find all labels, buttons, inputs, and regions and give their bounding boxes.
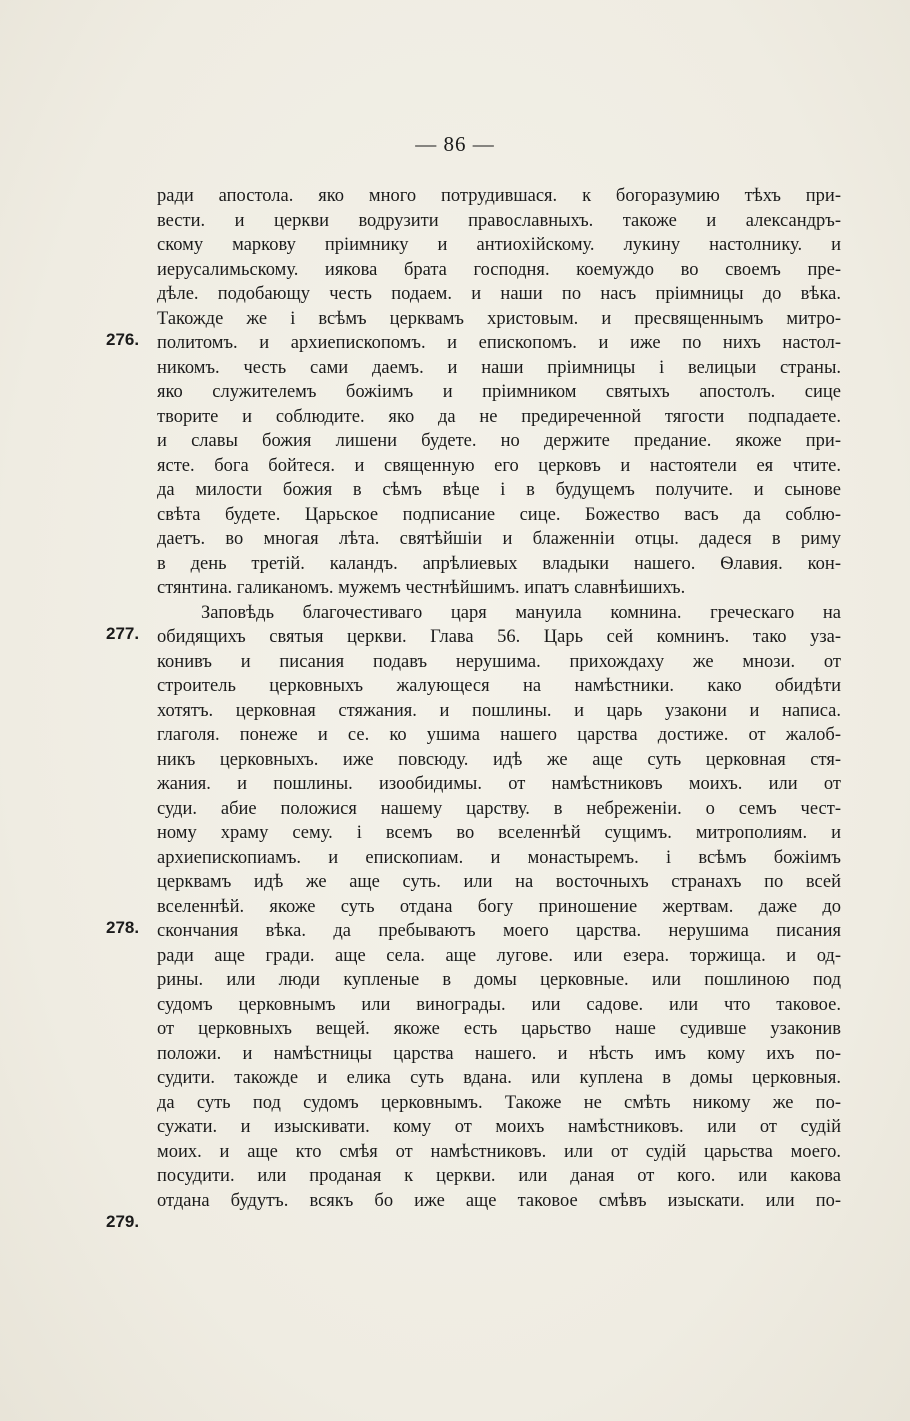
text-line: скому маркову прiимнику и антиохiйскому. лукину настолнику. и — [157, 235, 841, 255]
text-line: никомъ. честь сами даемъ. и наши прiимницы i велицыи страны. — [157, 357, 841, 378]
text-line: даетъ. во многая лѣта. святѣйшiи и блаженнiи отцы. дадеся в риму — [157, 529, 841, 549]
page-number: — 86 — — [415, 132, 495, 156]
text-line: вести. и церкви водрузити православныхъ. такоже и александръ- — [157, 210, 841, 231]
text-line: яко служителемъ божiимъ и прiимником святыхъ апостолъ. сице — [157, 382, 841, 402]
text-line: хотятъ. церковная стяжания. и пошлины. и царь узакони и написа. — [157, 700, 841, 721]
text-line: посудити. или проданая к церкви. или даная от кого. или какова — [157, 1166, 841, 1186]
section-number: 276. — [106, 330, 140, 349]
text-line: рины. или люди купленые в домы церковные. или пошлиною под — [157, 970, 841, 990]
text-line: ясте. бога бойтеся. и священную его церковъ и настоятели ея чтите. — [157, 455, 841, 476]
text-line: стянтина. галиканомъ. мужемъ честнѣйшимъ. ипатъ славнѣишихъ. — [157, 578, 686, 598]
text-line: церквамъ идѣ же аще суть. или на восточныхъ странахъ по всей — [157, 872, 841, 892]
text-line: да суть под судомъ церковнымъ. Такоже не смѣть никому же по- — [157, 1092, 841, 1113]
text-line: судити. такожде и елика суть вдана. или куплена в домы церковныя. — [157, 1068, 841, 1088]
text-line: судомъ церковнымъ или винограды. или садове. или что таковое. — [157, 994, 841, 1015]
text-line: моих. и аще кто смѣя от намѣстниковъ. или от судiй царьства моего. — [157, 1141, 841, 1162]
text-line: да милости божия в сѣмъ вѣце i в будущемъ получите. и сынове — [157, 480, 841, 500]
text-line: творите и соблюдите. яко да не предиреченной тягости подпадаете. — [157, 406, 841, 427]
text-line: обидящихъ святыя церкви. Глава 56. Царь сей комнинъ. тако уза- — [157, 627, 841, 647]
section-number: 279. — [106, 1212, 140, 1231]
text-line: и славы божия лишени будете. но держите предание. якоже при- — [157, 431, 841, 451]
text-line: глаголя. понеже и се. ко ушима нашего царства достиже. от жалоб- — [157, 725, 841, 745]
text-line: Заповѣдь благочестиваго царя мануила комнина. греческаго на — [201, 602, 841, 623]
text-line: строитель церковныхъ жалующеся на намѣстники. како обидѣти — [157, 676, 841, 696]
text-line: ради апостола. яко много потрудившася. к богоразумию тѣхъ при- — [157, 186, 841, 206]
text-line: ради аще гради. аще села. аще лугове. или езера. торжища. и од- — [157, 945, 841, 966]
text-line: жания. и пошлины. изообидимы. от намѣстниковъ моихъ. или от — [157, 774, 841, 794]
text-line: суди. абие положися нашему царству. в небреженiи. о семъ чест- — [157, 798, 841, 819]
text-line: ному храму сему. i всемъ во вселеннѣй сущимъ. митрополиям. и — [157, 823, 841, 843]
text-line: дѣле. подобающу честь подаем. и наши по насъ прiимницы до вѣка. — [157, 284, 841, 304]
text-line: никъ церковныхъ. иже повсюду. идѣ же аще суть церковная стя- — [157, 749, 841, 770]
text-line: сужати. и изыскивати. кому от моихъ намѣстниковъ. или от судiй — [157, 1117, 841, 1137]
section-number: 277. — [106, 624, 140, 643]
text-line: свѣта будете. Царьское подписание сице. Божество васъ да соблю- — [157, 504, 841, 525]
text-line: в день третiй. каландъ. апрѣлиевых владыки нашего. Ѳлавия. кон- — [157, 553, 841, 574]
section-number: 278. — [106, 918, 140, 937]
text-line: скончания вѣка. да пребываютъ моего царства. нерушима писания — [157, 921, 841, 941]
text-line: политомъ. и архиепископомъ. и епископомъ. и иже по нихъ настол- — [157, 333, 841, 353]
text-line: отдана будутъ. всякъ бо иже аще таковое смѣвъ изыскати. или по- — [157, 1190, 841, 1211]
text-line: иерусалимьскому. иякова брата господня. коемуждо во своемъ пре- — [157, 259, 841, 280]
text-line: от церковныхъ вещей. якоже есть царьство наше судивше узаконив — [157, 1019, 841, 1039]
text-line: архиепископиамъ. и епископиам. и монастыремъ. i всѣмъ божiимъ — [157, 847, 841, 868]
text-line: конивъ и писания подавъ нерушима. прихождаху же мнози. от — [157, 651, 841, 672]
text-line: Такожде же i всѣмъ церквамъ христовым. и пресвященнымъ митро- — [157, 308, 841, 329]
text-line: положи. и намѣстницы царства нашего. и нѣсть имъ кому ихъ по- — [157, 1043, 841, 1064]
text-line: вселеннѣй. якоже суть отдана богу приношение жертвам. даже до — [157, 896, 841, 917]
